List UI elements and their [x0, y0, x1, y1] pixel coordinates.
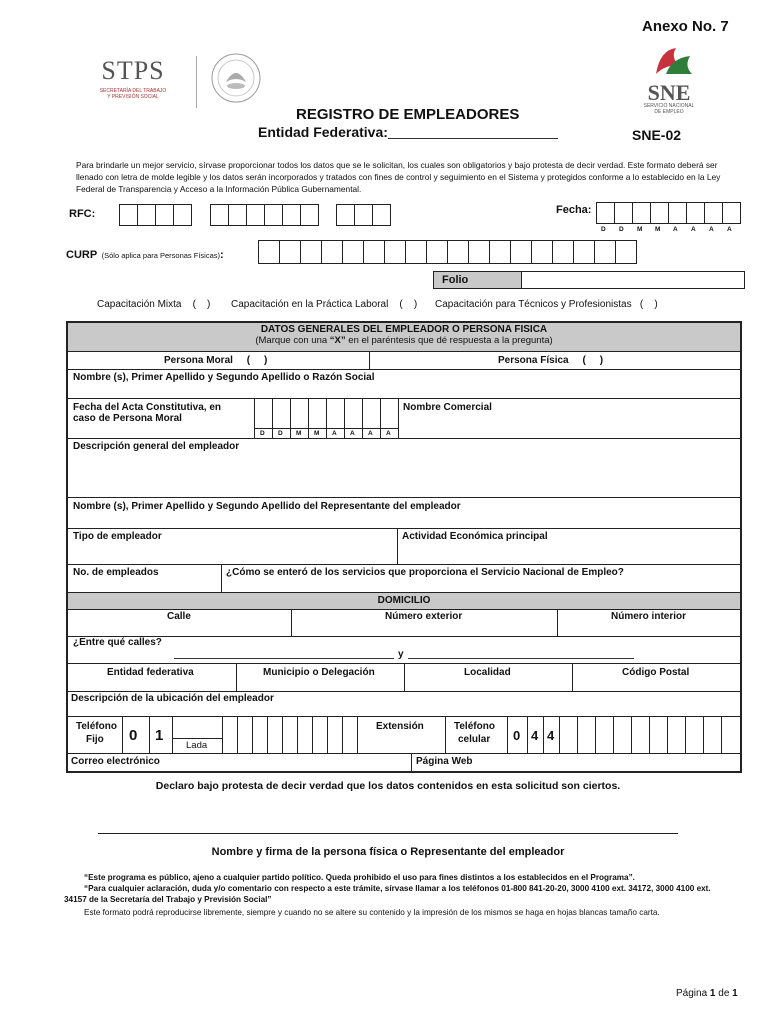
entre-y-label: y — [398, 649, 404, 660]
date-letter: M — [655, 226, 661, 233]
curp-label — [66, 245, 224, 263]
curp-colon: : — [220, 249, 224, 261]
folio-input[interactable] — [521, 271, 745, 289]
form-title: REGISTRO DE EMPLEADORES — [296, 106, 520, 123]
tel-prefix-digit: 0 — [129, 727, 138, 744]
date-letter: M — [296, 430, 302, 437]
date-letter: D — [619, 226, 624, 233]
persona-fisica-option[interactable]: Persona Física ( ) — [498, 355, 604, 366]
ubicacion-label: Descripción de la ubicación del empleador — [71, 693, 274, 704]
divider — [68, 351, 740, 352]
cel-prefix-digit: 4 — [531, 728, 539, 743]
date-letter: D — [260, 430, 265, 437]
section-title: DATOS GENERALES DEL EMPLEADOR O PERSONA FISICA — [260, 324, 548, 335]
tel-cel-label-2: celular — [458, 734, 491, 745]
tel-cel-input[interactable] — [559, 716, 721, 753]
capacitacion-tecnicos-option[interactable]: Capacitación para Técnicos y Profesionistas ( ) — [435, 299, 658, 310]
entidad-federativa-label: Entidad federativa — [107, 667, 194, 678]
date-letter: A — [368, 430, 373, 437]
num-ext-label: Número exterior — [385, 611, 463, 622]
sne-subtitle-2: DE EMPLEO — [654, 109, 684, 115]
divider — [236, 663, 237, 691]
page-number — [676, 988, 738, 999]
firma-label: Nombre y firma de la persona física o Representante del empleador — [211, 846, 565, 858]
footer-line-1: “Este programa es público, ajeno a cualquier partido político. Queda prohibido el uso para fines distintos a los establecidos en el Programa”. — [84, 873, 635, 882]
divider — [397, 528, 398, 564]
page-current: 1 — [709, 988, 716, 999]
tel-prefix-digit: 1 — [155, 727, 164, 744]
date-letter: A — [727, 226, 732, 233]
sne-emblem-icon — [636, 44, 702, 78]
form-code: SNE-02 — [632, 127, 682, 143]
divider — [404, 663, 405, 691]
footer-line-4: Este formato podrá reproducirse libremente, siempre y cuando no se altere su contenido y la impresión de los mismos se haga en hojas blancas tamaño carta. — [84, 908, 660, 917]
divider — [172, 716, 173, 753]
fecha-acta-input[interactable] — [254, 398, 398, 438]
divider — [68, 564, 740, 565]
footer-line-3: 34157 de la Secretaría del Trabajo y Previsión Social” — [64, 895, 272, 904]
divider — [68, 636, 740, 637]
date-letter: A — [386, 430, 391, 437]
declaration-text: Declaro bajo protesta de decir verdad que los datos contenidos en esta solicitud son ciertos. — [155, 780, 621, 792]
nombre-comercial-label: Nombre Comercial — [403, 402, 492, 413]
subtitle-x: “X” — [329, 335, 346, 346]
divider — [543, 716, 544, 753]
date-letter: A — [709, 226, 714, 233]
divider — [122, 716, 123, 753]
cel-prefix-digit: 4 — [547, 728, 555, 743]
descripcion-input[interactable] — [68, 454, 740, 496]
divider — [557, 609, 558, 636]
representante-label: Nombre (s), Primer Apellido y Segundo Apellido del Representante del empleador — [73, 501, 461, 512]
divider — [149, 716, 150, 753]
page-pre: Página — [676, 988, 710, 999]
section-header — [68, 323, 740, 351]
lada-label: Lada — [186, 740, 208, 751]
divider — [68, 369, 740, 370]
divider — [527, 716, 528, 753]
divider — [68, 609, 740, 610]
date-letter: A — [332, 430, 337, 437]
divider — [68, 753, 740, 754]
divider — [445, 716, 446, 753]
entre-calle-2-input[interactable] — [408, 658, 634, 659]
firma-line[interactable] — [98, 833, 678, 834]
rfc-label: RFC: — [69, 208, 96, 220]
capacitacion-practica-option[interactable]: Capacitación en la Práctica Laboral ( ) — [231, 299, 418, 310]
divider — [254, 428, 398, 429]
fecha-input[interactable] — [596, 202, 740, 224]
subtitle-post: en el paréntesis que dé respuesta a la pregunta) — [345, 335, 553, 346]
intro-paragraph: Para brindarle un mejor servicio, sírvase proporcionar todos los datos que se le solicitan, los cuales son obligatorios y bajo protesta de decir verdad. Este formato deberá ser llenado con letra de molde legible y los datos serán incorporados y tratados con fines de control y seguimiento en el Sistema y protegidos conforme a lo establecido en la Ley Federal de Transparencia y Acceso a la Información Pública Gubernamental. — [76, 160, 721, 194]
sne-logo — [636, 44, 702, 115]
persona-moral-option[interactable]: Persona Moral ( ) — [164, 355, 268, 366]
codigo-postal-label: Código Postal — [622, 667, 690, 678]
date-letter: M — [637, 226, 643, 233]
tel-fijo-label-1: Teléfono — [76, 721, 117, 732]
divider — [68, 398, 740, 399]
divider — [68, 438, 740, 439]
rfc-group-3[interactable] — [336, 204, 390, 226]
entidad-input[interactable] — [388, 138, 558, 139]
logo-divider — [196, 56, 197, 108]
divider — [68, 497, 740, 498]
nombre-razon-input[interactable] — [68, 384, 740, 398]
curp-input[interactable] — [258, 240, 636, 264]
tel-cel-label-1: Teléfono — [454, 721, 495, 732]
nombre-razon-label: Nombre (s), Primer Apellido y Segundo Apellido o Razón Social — [73, 372, 375, 383]
divider — [221, 564, 222, 592]
fecha-label: Fecha: — [556, 204, 592, 216]
divider — [572, 663, 573, 691]
rfc-group-1[interactable] — [119, 204, 191, 226]
date-letter: M — [314, 430, 320, 437]
localidad-label: Localidad — [464, 667, 511, 678]
sne-subtitle-1: SERVICIO NACIONAL — [643, 103, 695, 109]
date-letter: A — [691, 226, 696, 233]
date-letter: A — [673, 226, 678, 233]
domicilio-header: DOMICILIO — [68, 593, 740, 609]
como-entero-label: ¿Cómo se enteró de los servicios que proporciona el Servicio Nacional de Empleo? — [226, 567, 624, 578]
municipio-label: Municipio o Delegación — [263, 667, 375, 678]
rfc-group-2[interactable] — [210, 204, 318, 226]
folio-label: Folio — [442, 274, 469, 286]
tel-fijo-label-2: Fijo — [86, 734, 104, 745]
section-subtitle — [68, 335, 740, 346]
divider — [68, 691, 740, 692]
date-letter: A — [350, 430, 355, 437]
entidad-label: Entidad Federativa: — [258, 124, 388, 140]
num-empleados-label: No. de empleados — [73, 567, 159, 578]
page-mid: de — [715, 988, 733, 999]
date-letter: D — [278, 430, 283, 437]
divider — [411, 753, 412, 771]
entre-calle-1-input[interactable] — [174, 658, 394, 659]
divider — [291, 609, 292, 636]
divider — [68, 528, 740, 529]
extension-label: Extensión — [376, 721, 424, 732]
sne-logo-text: SNE — [647, 80, 691, 105]
actividad-label: Actividad Económica principal — [402, 531, 548, 542]
divider — [369, 351, 370, 369]
annex-label: Anexo No. 7 — [642, 18, 729, 35]
entre-calles-label: ¿Entre qué calles? — [73, 637, 162, 648]
calle-label: Calle — [167, 611, 191, 622]
stps-subtitle-1: SECRETARÍA DEL TRABAJO — [99, 88, 167, 94]
descripcion-label: Descripción general del empleador — [73, 441, 240, 452]
tel-fijo-input[interactable] — [222, 716, 357, 753]
stps-logo-text: STPS — [101, 56, 165, 85]
capacitacion-mixta-option[interactable]: Capacitación Mixta ( ) — [97, 299, 211, 310]
mexico-seal-icon — [210, 52, 262, 109]
num-int-label: Número interior — [611, 611, 687, 622]
stps-subtitle-2: Y PREVISIÓN SOCIAL — [107, 94, 159, 100]
page-total: 1 — [732, 988, 738, 999]
fecha-acta-label-1: Fecha del Acta Constitutiva, en — [73, 402, 221, 413]
pagina-web-label: Página Web — [416, 756, 473, 767]
footer-line-2: “Para cualquier aclaración, duda y/o comentario con respecto a este trámite, sírvase llamar a los teléfonos 01-800 841-20-20, 3000 4100 ext. 34172, 3000 4100 ext. — [84, 884, 711, 893]
correo-label: Correo electrónico — [71, 756, 160, 767]
subtitle-pre: (Marque con una — [255, 335, 330, 346]
cel-prefix-digit: 0 — [513, 728, 521, 743]
date-letter: D — [601, 226, 606, 233]
folio-label-box — [433, 271, 522, 289]
curp-label-text: CURP — [66, 249, 98, 261]
fecha-acta-label-2: caso de Persona Moral — [73, 413, 182, 424]
curp-note: (Sólo aplica para Personas Físicas) — [101, 251, 221, 260]
divider — [172, 738, 222, 739]
tipo-empleador-label: Tipo de empleador — [73, 531, 162, 542]
divider — [507, 716, 508, 753]
stps-logo — [78, 56, 188, 100]
